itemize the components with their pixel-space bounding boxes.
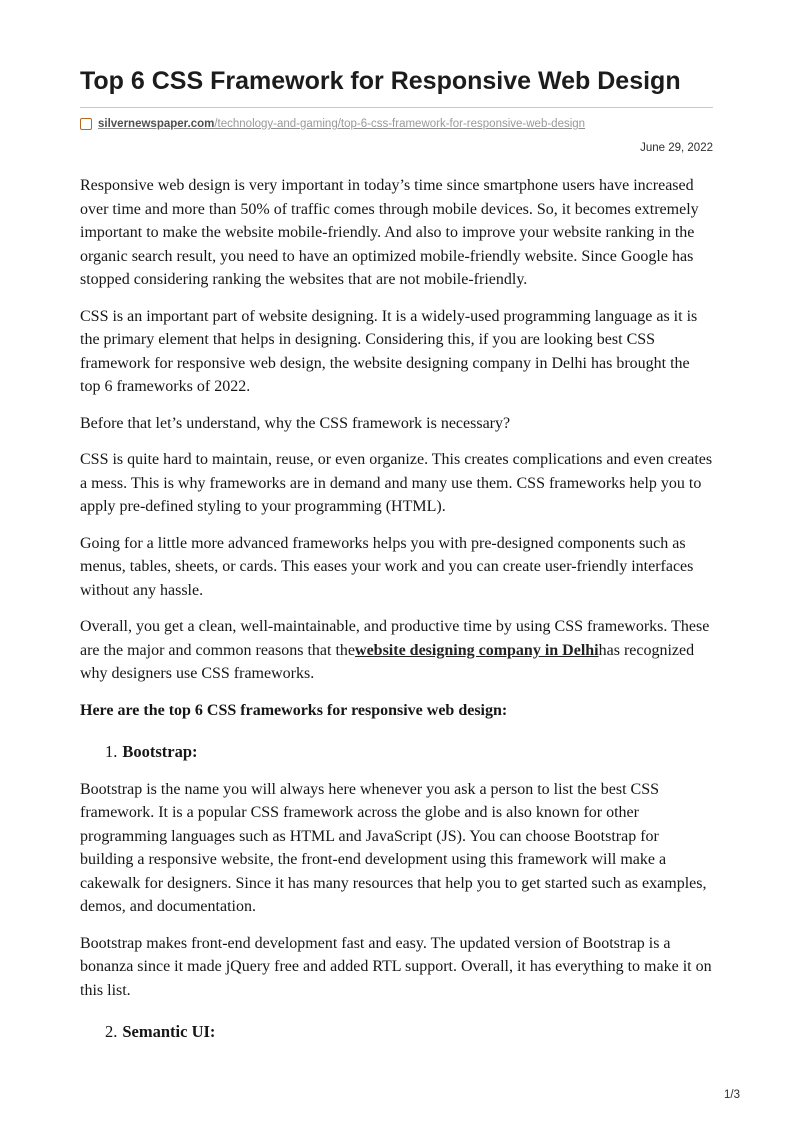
article-paragraph-with-link xyxy=(80,615,713,686)
article-paragraph: Going for a little more advanced frameworks helps you with pre-designed components such as menus, tables, sheets, or cards. This eases your work and you can create user-friendly interfaces without any hassle. xyxy=(80,534,694,599)
list-item-title: Bootstrap: xyxy=(122,742,198,762)
source-path: /technology-and-gaming/top-6-css-framework-for-responsive-web-design xyxy=(214,118,586,130)
source-domain: silvernewspaper.com xyxy=(98,118,215,130)
source-url-link[interactable] xyxy=(98,117,585,131)
section-heading: Here are the top 6 CSS frameworks for responsive web design: xyxy=(80,701,508,719)
article-paragraph: Bootstrap makes front-end development fast and easy. The updated version of Bootstrap is a bonanza since it made jQuery free and added RTL support. Overall, it has everything to make it on this list. xyxy=(80,934,712,999)
paragraph-text: has recognized why designers use CSS frameworks. xyxy=(80,641,695,683)
website-designing-company-link[interactable]: website designing company in Delhi xyxy=(355,641,599,659)
page-number: 1/3 xyxy=(724,1089,740,1101)
list-item-semantic-ui xyxy=(80,1021,713,1042)
list-item-title: Semantic UI: xyxy=(122,1022,216,1042)
publish-date: June 29, 2022 xyxy=(640,142,713,155)
source-row xyxy=(80,117,713,131)
page-title: Top 6 CSS Framework for Responsive Web Design xyxy=(80,67,681,95)
article-paragraph: Responsive web design is very important in today’s time since smartphone users have increased over time and more than 50% of traffic comes through mobile devices. So, it becomes extremely important to make the website mobile-friendly. And also to improve your website ranking in the organic search result, you need to have an optimized mobile-friendly website. Since Google has stopped considering ranking the websites that are not mobile-friendly. xyxy=(80,177,699,289)
list-number: 2. xyxy=(105,1022,118,1042)
list-number: 1. xyxy=(105,742,118,762)
paragraph-text: Overall, you get a clean, well-maintainable, and productive time by using CSS frameworks. These are the major and common reasons that the xyxy=(80,618,710,659)
article-paragraph: Bootstrap is the name you will always here whenever you ask a person to list the best CSS framework. It is a popular CSS framework across the globe and is also known for other programming languages such as HTML and JavaScript (JS). You can choose Bootstrap for building a responsive website, the front-end development using this framework will make a cakewalk for designers. Since it has many resources that help you to get started such as examples, demos, and documentation. xyxy=(80,780,707,916)
article-paragraph: Before that let’s understand, why the CSS framework is necessary? xyxy=(80,414,511,432)
list-item-bootstrap xyxy=(80,741,713,762)
article-paragraph: CSS is an important part of website designing. It is a widely-used programming language as it is the primary element that helps in designing. Considering this, if you are looking best CSS framework for responsive web design, the website designing company in Delhi has brought the top 6 frameworks of 2022. xyxy=(80,307,698,396)
title-divider xyxy=(80,107,713,108)
article-paragraph: CSS is quite hard to maintain, reuse, or even organize. This creates complications and even creates a mess. This is why frameworks are in demand and many use them. CSS frameworks help you to apply pre-defined styling to your programming (HTML). xyxy=(80,451,713,516)
article-body xyxy=(80,174,713,1042)
site-favicon-icon xyxy=(80,118,92,130)
